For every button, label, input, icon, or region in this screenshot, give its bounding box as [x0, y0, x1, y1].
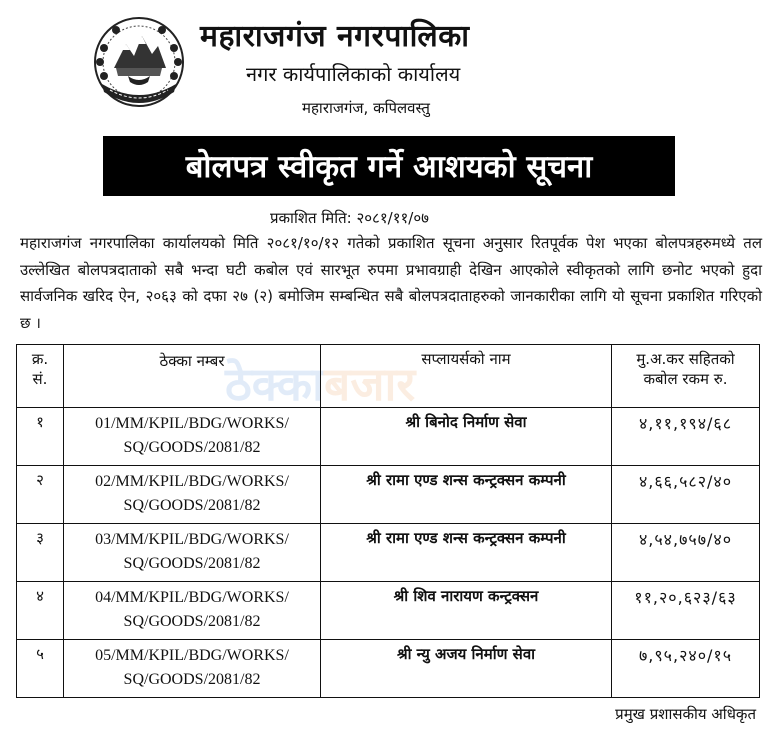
- header-amount-line2: कबोल रकम रु.: [643, 370, 728, 388]
- table-row: [17, 582, 760, 640]
- header-amount: [612, 345, 760, 408]
- row-contract-no-line1: 04/MM/KPIL/BDG/WORKS/: [95, 589, 289, 606]
- government-emblem-icon: [86, 10, 192, 112]
- row-contract-no-line2: SQ/GOODS/2081/82: [123, 497, 261, 514]
- row-amount: ४,६६,५८२/४०: [612, 466, 760, 524]
- row-supplier: श्री रामा एण्ड शन्स कन्ट्रक्सन कम्पनी: [321, 466, 612, 524]
- row-contract-no-line2: SQ/GOODS/2081/82: [123, 555, 261, 572]
- row-contract-no-line1: 05/MM/KPIL/BDG/WORKS/: [95, 647, 289, 664]
- table-header-row: [17, 345, 760, 408]
- header-amount-line1: मु.अ.कर सहितको: [636, 350, 735, 368]
- row-supplier: श्री रामा एण्ड शन्स कन्ट्रक्सन कम्पनी: [321, 524, 612, 582]
- row-sn: २: [17, 466, 64, 524]
- row-amount: ४,५४,७५७/४०: [612, 524, 760, 582]
- header-sn-line1: क्र.: [31, 350, 49, 368]
- notice-banner: [103, 136, 675, 196]
- row-contract-no: [64, 466, 321, 524]
- signature-title: प्रमुख प्रशासकीय अधिकृत: [615, 705, 756, 723]
- row-contract-no-line1: 01/MM/KPIL/BDG/WORKS/: [95, 415, 289, 432]
- row-contract-no-line2: SQ/GOODS/2081/82: [123, 613, 261, 630]
- row-contract-no-line2: SQ/GOODS/2081/82: [123, 671, 261, 688]
- table-row: [17, 466, 760, 524]
- table-row: [17, 524, 760, 582]
- row-amount: ४,११,१९४/६८: [612, 408, 760, 466]
- org-title: महाराजगंज नगरपालिका: [200, 19, 470, 54]
- header-sn: [17, 345, 64, 408]
- watermark-part2: बजार: [324, 357, 416, 411]
- intro-paragraph: महाराजगंज नगरपालिका कार्यालयको मिति २०८१/१०/१२ गतेको प्रकाशित सूचना अनुसार रितपूर्वक पेश भएका बोलपत्रहरुमध्ये तल उल्लेखित बोलपत्रदाताको सबै भन्दा घटी कबोल एवं सारभूत रुपमा प्रभावग्राही देखिन आएकोले स्वीकृतको लागि छनोट भएको हुदा सार्वजनिक खरिद ऐन, २०६३ को दफा २७ (२) बमोजिम सम्बन्धित सबै बोलपत्रदाताहरुको जानकारीका लागि यो सूचना प्रकाशित गरिएको छ ।: [20, 234, 762, 332]
- row-supplier: श्री बिनोद निर्माण सेवा: [321, 408, 612, 466]
- row-contract-no-line1: 03/MM/KPIL/BDG/WORKS/: [95, 531, 289, 548]
- row-contract-no: [64, 640, 321, 698]
- header-sn-line2: सं.: [32, 370, 48, 388]
- row-sn: ५: [17, 640, 64, 698]
- row-sn: ३: [17, 524, 64, 582]
- row-sn: ४: [17, 582, 64, 640]
- watermark-part1: ठेक्का: [225, 357, 325, 411]
- table-row: [17, 640, 760, 698]
- org-address: महाराजगंज, कपिलवस्तु: [302, 99, 430, 117]
- row-supplier: श्री शिव नारायण कन्ट्रक्सन: [321, 582, 612, 640]
- notice-title: बोलपत्र स्वीकृत गर्ने आशयको सूचना: [185, 149, 593, 185]
- org-subtitle: नगर कार्यपालिकाको कार्यालय: [246, 62, 461, 86]
- table-row: [17, 408, 760, 466]
- row-contract-no: [64, 524, 321, 582]
- row-amount: ७,९५,२४०/१५: [612, 640, 760, 698]
- published-date: प्रकाशित मिति: २०८१/११/०७: [270, 209, 429, 227]
- header-contract-no: ठेक्का नम्बर: [64, 345, 321, 408]
- row-sn: १: [17, 408, 64, 466]
- row-contract-no: [64, 408, 321, 466]
- row-supplier: श्री न्यु अजय निर्माण सेवा: [321, 640, 612, 698]
- header-supplier: सप्लायर्सको नाम: [321, 345, 612, 408]
- row-contract-no-line1: 02/MM/KPIL/BDG/WORKS/: [95, 473, 289, 490]
- row-contract-no-line2: SQ/GOODS/2081/82: [123, 439, 261, 456]
- row-amount: ११,२०,६२३/६३: [612, 582, 760, 640]
- row-contract-no: [64, 582, 321, 640]
- tender-table: [16, 344, 760, 698]
